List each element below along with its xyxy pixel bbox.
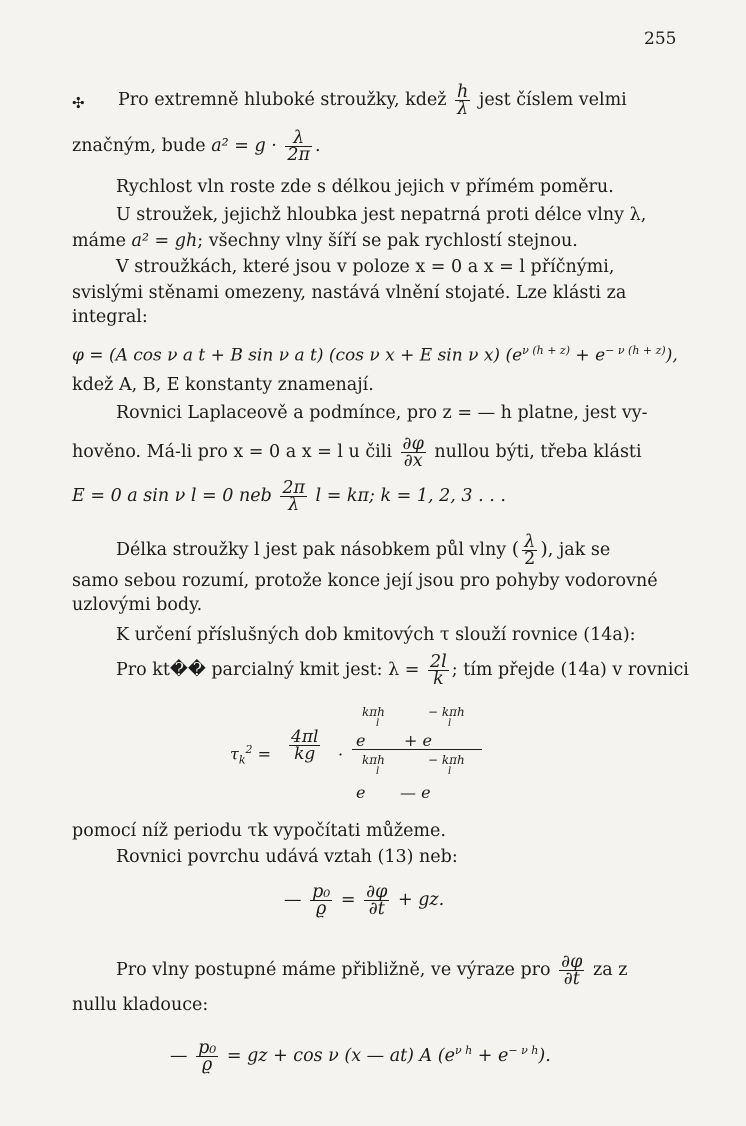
text-line-17 [116,654,689,687]
formula-span: a² = g · [211,136,283,156]
text-span: hověno. Má-li pro x = 0 a x = l u čili [72,442,398,462]
star-mark: ✣ [72,94,85,112]
fraction [522,534,537,567]
text-line-14: samo sebou rozumí, protože konce její jsou pro pohyby vodorovné [72,571,658,591]
text-span: ; tím přejde (14a) v rovnici [451,660,689,680]
fraction-numerator: ∂φ [561,952,583,972]
text-line-6: V stroužkách, které jsou v poloze x = 0 a x = l příčnými, [116,257,615,277]
equation-1 [72,340,678,367]
fraction [285,130,312,163]
fraction-denominator: kg [294,744,316,764]
text-line-3: Rychlost vln roste zde s délkou jejich v přímém poměru. [116,177,614,197]
text-span: ; všechny vlny šíří se pak rychlostí stejnou. [197,231,578,251]
exp-base: e [356,783,366,802]
text-span: E = 0 a sin ν l = 0 neb [72,486,278,506]
fraction-numerator: ∂φ [402,434,424,454]
fraction-denominator: ∂t [368,899,385,919]
text-line-16: K určení příslušných dob kmitových τ slouží rovnice (14a): [116,625,636,645]
formula-span: a² = gh [131,231,198,251]
text-span: Délka stroužky l jest pak násobkem půl vlny [116,540,512,560]
text-line-11 [72,436,642,469]
exp-minus: — e [400,783,431,802]
equation-text: — [170,1046,194,1066]
tau-lhs [230,743,271,767]
fraction-denominator: k [433,669,444,689]
fraction-denominator: ϱ [202,1055,213,1075]
fraction [428,654,449,687]
text-span: značným, bude [72,136,212,156]
text-line-18: pomocí níž periodu τk vypočítati můžeme. [72,821,446,841]
equation-text: + e [570,345,606,366]
fraction-numerator: λ [522,534,537,551]
exp-denominator [352,753,482,803]
text-line-2 [72,130,321,163]
fraction-numerator: ∂φ [366,882,388,902]
equation-exponent: − ν h [508,1044,539,1058]
text-line-13: Délka stroužky l jest pak násobkem půl vlny ( $\frac{\lambda}{2}$ ), jak se [116,532,611,569]
fraction-denominator: ϱ [316,899,327,919]
text-line-9: kdež A, B, E konstanty znamenají. [72,375,374,395]
text-line-10: Rovnici Laplaceově a podmínce, pro z = — h platne, jest vy- [116,403,648,423]
equals-sign: = [252,744,272,764]
fraction-denominator: ∂x [403,451,423,471]
text-line-4: U stroužek, jejichž hloubka jest nepatrná proti délce vlny λ, [116,205,647,225]
fraction [364,884,389,917]
exponent-bottom: − kπh [428,753,465,767]
text-span: nullou býti, třeba klásti [428,442,642,462]
fraction [559,954,584,987]
fraction-denominator: 2π [287,145,310,165]
exp-base: e [356,731,366,750]
fraction-numerator: 2π [282,478,305,498]
text-span: l = kπ; k = 1, 2, 3 . . . [309,486,506,506]
text-span: Pro extremně hluboké stroužky, kdež [118,90,453,110]
fraction-denominator: λ [288,495,300,515]
equation-text: + gz. [392,890,445,910]
exp-numerator [352,705,482,750]
fraction [455,84,470,117]
fraction-denominator: λ [457,99,469,119]
exponent-bottom: kπh [362,753,385,767]
text-span: Pro vlny postupné máme přibližně, ve výraze pro [116,960,557,980]
exponent-top-den: l [376,718,380,729]
tau-exponent: 2 [245,743,253,756]
coefficient-fraction [289,729,320,762]
equation-exponent: ν h [454,1044,473,1058]
text-line-20 [116,954,627,987]
text-span: . [314,136,321,156]
text-line-12 [72,480,506,513]
fraction [310,884,332,917]
text-line-19: Rovnici povrchu udává vztah (13) neb: [116,847,458,867]
fraction-numerator: p₀ [312,882,331,902]
equation-text: φ = (A cos ν a t + B sin ν a t) (cos ν x + E sin ν x) (e [72,345,523,366]
fraction-numerator: λ [285,130,312,147]
text-line-1 [118,84,627,117]
equation-3 [284,884,444,917]
fraction-numerator: 2l [430,652,447,672]
equation-text: = [335,890,362,910]
tau-symbol: τ [230,744,239,764]
text-span: jest číslem velmi [473,90,627,110]
equation-4 [170,1040,551,1073]
fraction [196,1040,218,1073]
exponent-bottom-den: l [448,766,452,777]
text-span: za z [587,960,628,980]
exp-plus: + e [404,731,432,750]
fraction-denominator: ∂t [563,969,580,989]
text-line-21: nullu kladouce: [72,995,209,1015]
fraction [401,436,426,469]
fraction-denominator: 2 [524,549,536,569]
equation-text: + e [472,1046,509,1066]
text-line-8: integral: [72,307,148,327]
equation-text: = gz + cos ν (x — at) A (e [221,1046,455,1066]
tau-subscript: k [238,753,246,767]
text-span: Pro kt�� parcialný kmit jest: λ = [116,660,426,680]
exponent-top: kπh [362,705,385,719]
exponent-bottom-den: l [376,766,380,777]
text-line-15: uzlovými body. [72,595,203,615]
text-span: , jak se [547,540,611,560]
fraction-numerator: p₀ [198,1038,217,1058]
equation-2: $\tau_k^2$ = $\frac{4\pi l}{kg}$ · kπh l e − kπh l + e kπh l e − kπh l — e [230,705,530,805]
equation-text: — [284,890,308,910]
text-span: máme [72,231,132,251]
text-line-7: svislými stěnami omezeny, nastává vlnění stojaté. Lze klásti za [72,283,627,303]
fraction [280,480,307,513]
exponent-top-den: l [448,718,452,729]
fraction-numerator: 4πl [291,727,319,747]
equation-text: ), [665,345,678,366]
page-number: 255 [644,29,677,49]
text-line-5 [72,230,578,252]
equation-text: ). [538,1046,551,1066]
equation-exponent: − ν (h + z) [605,344,666,357]
equation-exponent: ν (h + z) [522,344,571,357]
exponent-top: − kπh [428,705,465,719]
fraction-numerator: h [457,82,469,102]
